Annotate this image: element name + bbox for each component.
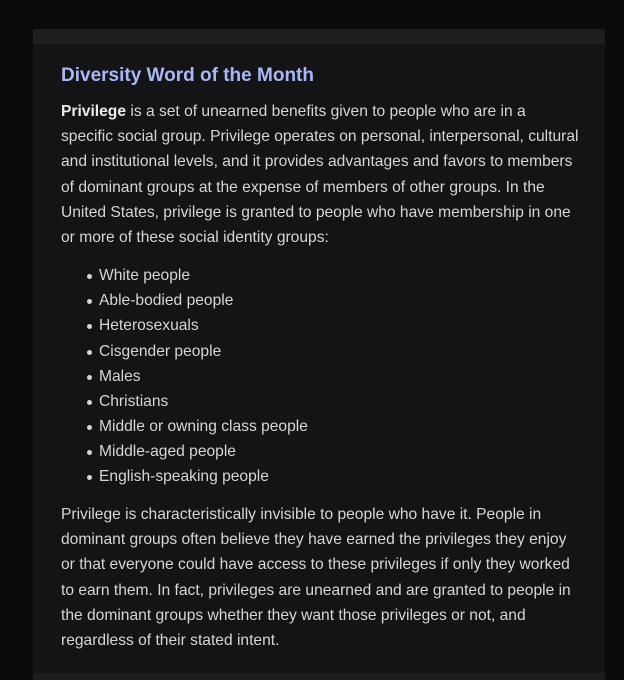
list-item: Middle-aged people <box>87 439 579 464</box>
term-highlight: Privilege <box>61 103 127 120</box>
article-panel <box>33 44 605 673</box>
list-item: White people <box>87 263 579 288</box>
article-body <box>61 64 579 653</box>
definition-text: is a set of unearned benefits given to people who are in a specific social group. Privilege operates on personal, interpersonal, cultural and institutional levels, and it provides advantages and favors to members of dominant groups at the expense of members of other groups. In the United States, privilege is granted to people who have membership in one or more of these social identity groups: <box>61 103 579 247</box>
identity-group-list <box>61 263 579 489</box>
bottom-bar <box>33 673 605 680</box>
definition-paragraph <box>61 99 579 250</box>
list-item: Middle or owning class people <box>87 414 579 439</box>
list-item: English-speaking people <box>87 464 579 489</box>
list-item: Cisgender people <box>87 339 579 364</box>
list-item: Able-bodied people <box>87 288 579 313</box>
list-item: Heterosexuals <box>87 313 579 338</box>
closing-paragraph: Privilege is characteristically invisible to people who have it. People in dominant groups often believe they have earned the privileges they enjoy or that everyone could have access to these privileges if only they worked to earn them. In fact, privileges are unearned and are granted to people in the dominant groups whether they want those privileges or not, and regardless of their stated intent. <box>61 506 571 650</box>
top-bar <box>33 29 605 44</box>
list-item: Christians <box>87 389 579 414</box>
list-item: Males <box>87 364 579 389</box>
article-title: Diversity Word of the Month <box>61 65 314 86</box>
